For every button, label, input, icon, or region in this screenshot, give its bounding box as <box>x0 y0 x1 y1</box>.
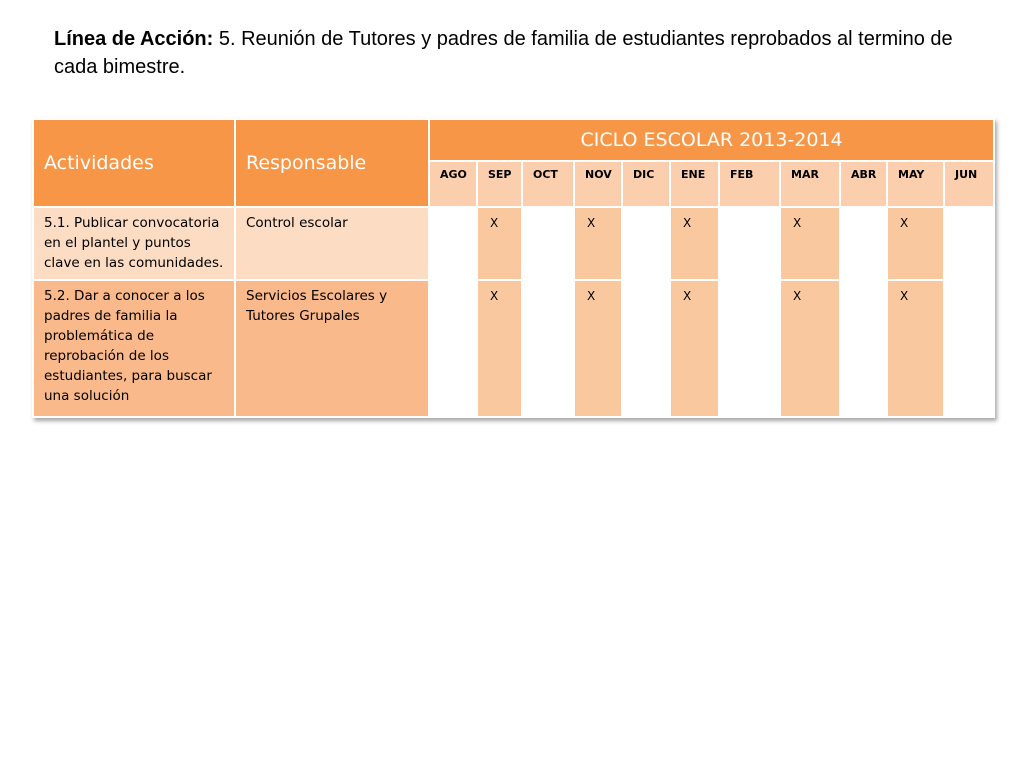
month-mark-cell <box>522 207 574 280</box>
header-row <box>33 119 994 161</box>
month-mark-cell: X <box>887 280 944 417</box>
month-mark-cell <box>840 207 887 280</box>
month-mark-cell <box>622 207 670 280</box>
month-mark-cell: X <box>670 280 719 417</box>
schedule-table <box>32 118 995 418</box>
responsible-cell: Control escolar <box>235 207 429 280</box>
month-mark-cell <box>622 280 670 417</box>
month-header: MAR <box>780 161 840 207</box>
header-activities: Actividades <box>33 119 235 207</box>
title-label: Línea de Acción: <box>54 28 214 50</box>
responsible-cell: Servicios Escolares y Tutores Grupales <box>235 280 429 417</box>
month-mark-cell: X <box>887 207 944 280</box>
month-header: DIC <box>622 161 670 207</box>
month-header: ENE <box>670 161 719 207</box>
month-mark-cell <box>944 207 994 280</box>
table-row <box>33 280 994 417</box>
month-header: NOV <box>574 161 622 207</box>
month-mark-cell <box>429 207 477 280</box>
activity-cell: 5.1. Publicar convocatoria en el plantel y puntos clave en las comunidades. <box>33 207 235 280</box>
month-header: ABR <box>840 161 887 207</box>
table-row <box>33 207 994 280</box>
month-header: SEP <box>477 161 522 207</box>
month-mark-cell <box>522 280 574 417</box>
month-mark-cell: X <box>670 207 719 280</box>
title-text: 5. Reunión de Tutores y padres de familia de estudiantes reprobados al termino de cada bimestre. <box>54 28 953 78</box>
header-responsible: Responsable <box>235 119 429 207</box>
month-mark-cell: X <box>780 280 840 417</box>
month-mark-cell: X <box>574 280 622 417</box>
line-of-action-title <box>54 25 984 81</box>
month-mark-cell <box>944 280 994 417</box>
month-mark-cell: X <box>574 207 622 280</box>
month-mark-cell <box>840 280 887 417</box>
month-mark-cell <box>719 207 780 280</box>
month-mark-cell: X <box>780 207 840 280</box>
month-header: MAY <box>887 161 944 207</box>
header-school-cycle: CICLO ESCOLAR 2013-2014 <box>429 119 994 161</box>
month-header: FEB <box>719 161 780 207</box>
month-mark-cell <box>429 280 477 417</box>
month-header: OCT <box>522 161 574 207</box>
month-mark-cell <box>719 280 780 417</box>
month-mark-cell: X <box>477 280 522 417</box>
month-header: AGO <box>429 161 477 207</box>
activity-cell: 5.2. Dar a conocer a los padres de familia la problemática de reprobación de los estudiantes, para buscar una solución <box>33 280 235 417</box>
month-mark-cell: X <box>477 207 522 280</box>
month-header: JUN <box>944 161 994 207</box>
